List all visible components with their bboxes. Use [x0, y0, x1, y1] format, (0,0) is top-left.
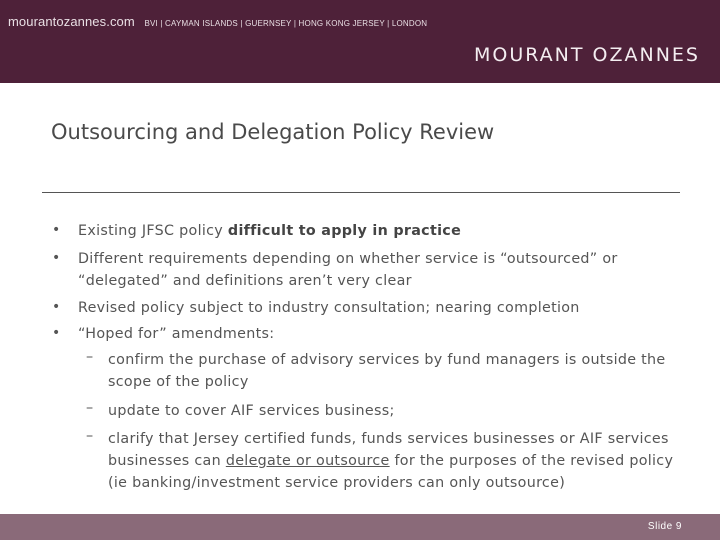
bullet-item: Different requirements depending on whether service is “outsourced” or “delegated” and definitions aren’t very clear: [78, 251, 618, 289]
title-divider: [42, 192, 680, 193]
sub-bullet-item: update to cover AIF services business;: [108, 403, 395, 419]
sub-bullet-marker: –: [86, 349, 94, 365]
bullet-marker: •: [52, 299, 61, 315]
bullet-marker: •: [52, 250, 61, 266]
brand-logo-text: MOURANT OZANNES: [473, 44, 700, 66]
bullet-item: “Hoped for” amendments:: [78, 326, 275, 342]
sub-bullet-marker: –: [86, 400, 94, 416]
slide-number: Slide 9: [647, 521, 682, 532]
office-locations: BVI | CAYMAN ISLANDS | GUERNSEY | HONG KONG JERSEY | LONDON: [144, 19, 428, 28]
bullet-text: Existing JFSC policy: [78, 223, 228, 239]
sub-bullet-marker: –: [86, 428, 94, 444]
bullet-marker: •: [52, 325, 61, 341]
site-url[interactable]: mourantozannes.com: [8, 14, 135, 29]
bullet-item: [78, 220, 698, 242]
slide-title: Outsourcing and Delegation Policy Review: [51, 120, 495, 144]
site-line: [8, 14, 427, 29]
sub-bullet-text: clarify that Jersey certified funds, funds services businesses or AIF services businesses can: [108, 431, 669, 469]
bullet-item: Revised policy subject to industry consultation; nearing completion: [78, 300, 580, 316]
sub-bullet-item: [108, 428, 688, 494]
bullet-marker: •: [52, 222, 61, 238]
sub-bullet-underlined-text: delegate or outsource: [225, 453, 390, 469]
bullet-emphasis: difficult to apply in practice: [227, 223, 462, 239]
sub-bullet-text: for the purposes of the revised policy (ie banking/investment service providers can only outsource): [108, 453, 674, 491]
footer-bar: [0, 514, 720, 540]
sub-bullet-item: confirm the purchase of advisory services by fund managers is outside the scope of the policy: [108, 352, 666, 390]
header-banner: [0, 0, 720, 83]
